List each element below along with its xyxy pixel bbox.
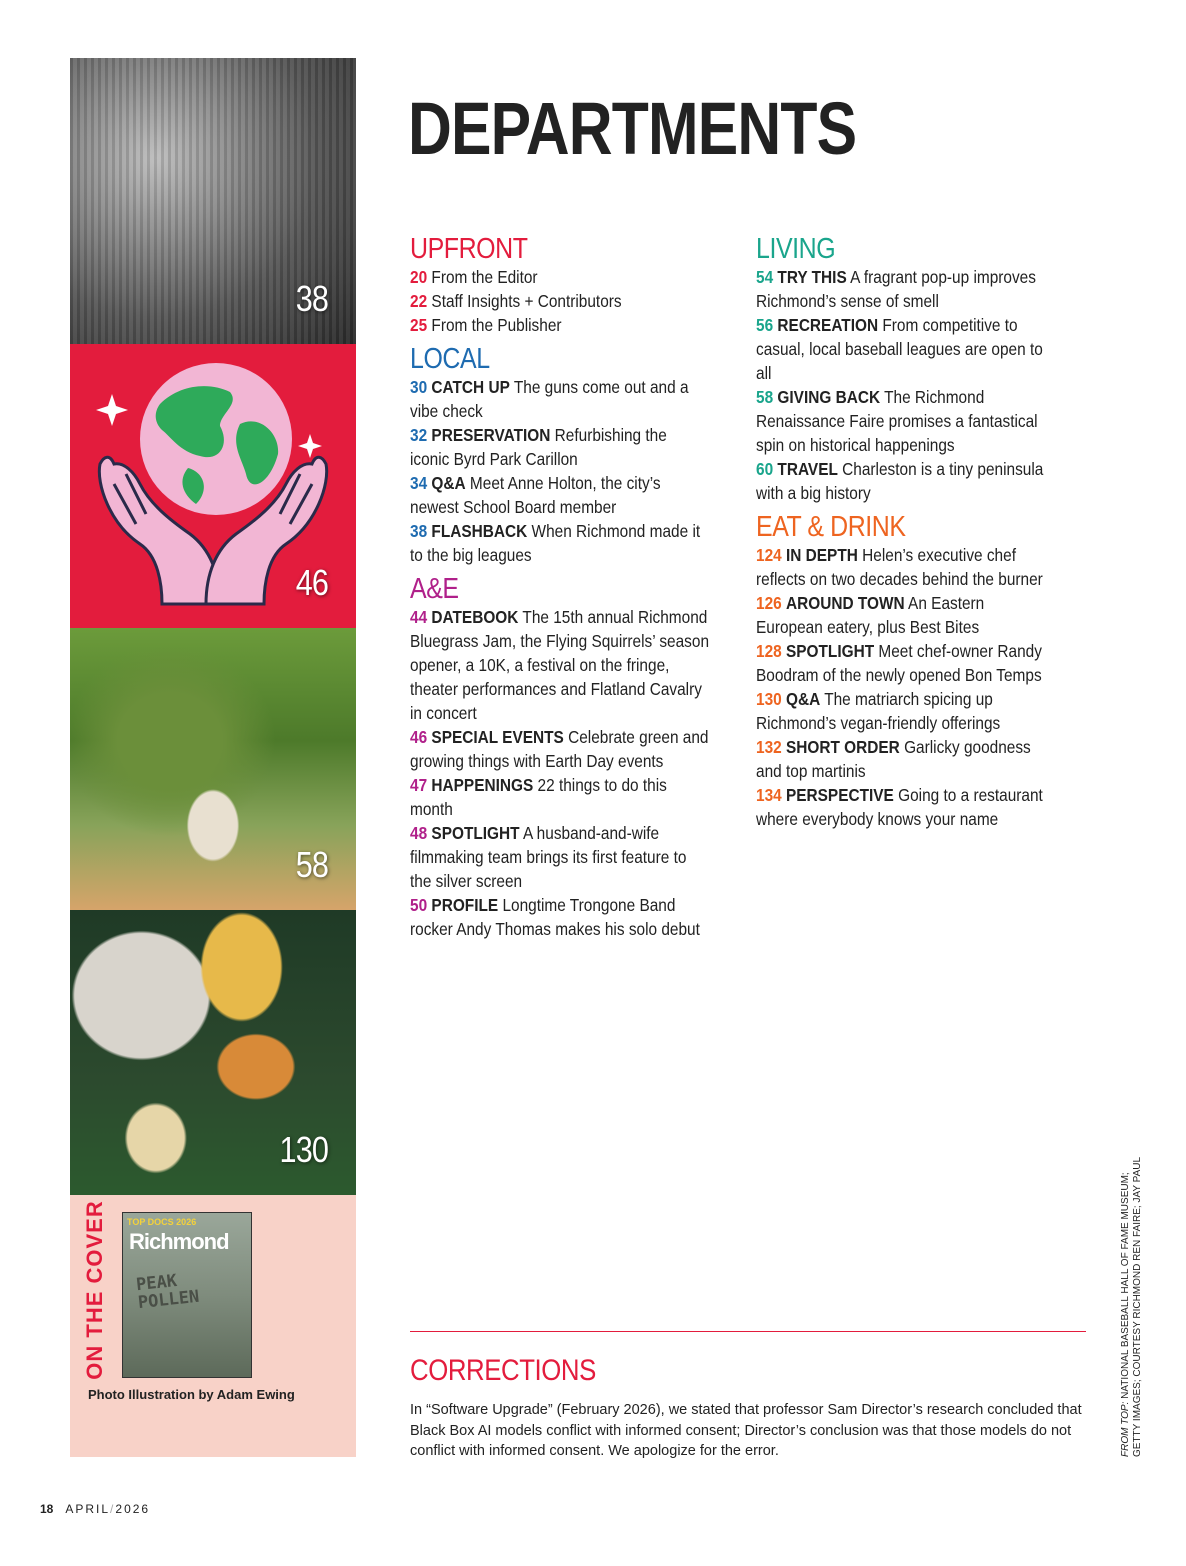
toc-left-column xyxy=(410,233,710,941)
toc-keyword: FLASHBACK xyxy=(431,521,528,541)
photo-credit xyxy=(1117,1145,1147,1457)
toc-entry[interactable] xyxy=(756,687,1055,735)
toc-entry[interactable] xyxy=(410,773,709,821)
toc-description: The 15th annual Richmond Bluegrass Jam, the Flying Squirrels’ season opener, a 10K, a festival on the fringe, theater performances and Flatland Cavalry in concert xyxy=(410,607,710,723)
section-living xyxy=(756,233,1056,505)
toc-page-number: 126 xyxy=(756,593,782,613)
toc-keyword: IN DEPTH xyxy=(785,545,858,565)
toc-keyword: HAPPENINGS xyxy=(431,775,534,795)
cover-thumb-top: TOP DOCS 2026 xyxy=(127,1217,197,1227)
toc-description: Charleston is a tiny peninsula with a big history xyxy=(756,459,1044,503)
toc-entry[interactable] xyxy=(410,375,709,423)
toc-keyword: Q&A xyxy=(785,689,821,709)
toc-page-number: 48 xyxy=(410,823,428,843)
corrections-divider xyxy=(410,1331,1086,1332)
food-spread-photo[interactable] xyxy=(70,910,356,1195)
toc-description: The matriarch spicing up Richmond’s vegan-friendly offerings xyxy=(756,689,1001,733)
toc-description: A husband-and-wife filmmaking team brings its first feature to the silver screen xyxy=(410,823,687,891)
toc-page-number: 50 xyxy=(410,895,428,915)
section-heading: LOCAL xyxy=(410,343,490,375)
toc-entry[interactable] xyxy=(410,605,709,725)
toc-page-number: 56 xyxy=(756,315,774,335)
toc-page-number: 60 xyxy=(756,459,774,479)
toc-entry[interactable] xyxy=(410,519,709,567)
toc-description: Helen’s executive chef reflects on two decades behind the burner xyxy=(756,545,1043,589)
toc-keyword: PRESERVATION xyxy=(431,425,551,445)
section-upfront xyxy=(410,233,710,337)
toc-entry[interactable] xyxy=(756,735,1055,783)
toc-description: Meet chef-owner Randy Boodram of the newly opened Bon Temps xyxy=(756,641,1042,685)
toc-description: Going to a restaurant where everybody knows your name xyxy=(756,785,1043,829)
toc-description: From the Editor xyxy=(431,267,538,287)
toc-page-number: 30 xyxy=(410,377,428,397)
toc-page-number: 34 xyxy=(410,473,428,493)
toc-keyword: TRY THIS xyxy=(777,267,847,287)
section-eat-drink xyxy=(756,511,1056,831)
toc-page-number: 44 xyxy=(410,607,428,627)
toc-entry[interactable] xyxy=(410,423,709,471)
toc-page-number: 130 xyxy=(756,689,782,709)
toc-page-number: 38 xyxy=(410,521,428,541)
toc-page-number: 47 xyxy=(410,775,428,795)
toc-description: A fragrant pop-up improves Richmond’s sense of smell xyxy=(756,267,1036,311)
cover-thumbnail[interactable] xyxy=(122,1212,252,1378)
toc-keyword: CATCH UP xyxy=(431,377,510,397)
issue-slash: / xyxy=(110,1502,116,1516)
toc-keyword: PERSPECTIVE xyxy=(785,785,894,805)
renaissance-faire-photo[interactable] xyxy=(70,628,356,910)
toc-page-number: 132 xyxy=(756,737,782,757)
page-footer xyxy=(40,1502,150,1516)
on-the-cover-label: ON THE COVER xyxy=(82,1200,107,1380)
toc-entry[interactable] xyxy=(410,893,709,941)
toc-page-number: 32 xyxy=(410,425,428,445)
toc-description: Longtime Trongone Band rocker Andy Thomas makes his solo debut xyxy=(410,895,700,939)
section-heading: EAT & DRINK xyxy=(756,511,906,543)
toc-entry[interactable] xyxy=(410,265,709,289)
toc-entry[interactable] xyxy=(756,313,1055,385)
toc-description: Garlicky goodness and top martinis xyxy=(756,737,1031,781)
toc-entry[interactable] xyxy=(756,543,1055,591)
corrections-body: In “Software Upgrade” (February 2026), we stated that professor Sam Director’s research concluded that Black Box AI models conflict with informed consent; Director’s conclusion was that those models do not conflict with informed consent. We apologize for the error. xyxy=(410,1402,1082,1459)
toc-keyword: GIVING BACK xyxy=(777,387,881,407)
toc-keyword: AROUND TOWN xyxy=(785,593,905,613)
photo-page-number: 38 xyxy=(295,278,328,319)
toc-page-number: 124 xyxy=(756,545,782,565)
section-heading: UPFRONT xyxy=(410,233,528,265)
on-the-cover-box xyxy=(70,1195,356,1457)
toc-page-number: 20 xyxy=(410,267,428,287)
toc-description: 22 things to do this month xyxy=(410,775,667,819)
toc-entry[interactable] xyxy=(756,265,1055,313)
toc-entry[interactable] xyxy=(410,471,709,519)
toc-entry[interactable] xyxy=(410,289,709,313)
toc-keyword: SPECIAL EVENTS xyxy=(431,727,564,747)
toc-description: Celebrate green and growing things with Earth Day events xyxy=(410,727,709,771)
toc-page-number: 128 xyxy=(756,641,782,661)
earth-in-hands-illustration[interactable] xyxy=(70,344,356,628)
toc-entry[interactable] xyxy=(756,783,1055,831)
toc-description: Staff Insights + Contributors xyxy=(431,291,622,311)
photo-page-number: 58 xyxy=(295,844,328,885)
toc-description: The Richmond Renaissance Faire promises a fantastical spin on historical happenings xyxy=(756,387,1038,455)
toc-description: From competitive to casual, local baseball leagues are open to all xyxy=(756,315,1043,383)
cover-thumb-title: Richmond xyxy=(129,1229,229,1254)
toc-entry[interactable] xyxy=(756,385,1055,457)
section-ae xyxy=(410,573,710,941)
toc-entry[interactable] xyxy=(410,821,709,893)
corrections-heading: CORRECTIONS xyxy=(410,1354,596,1387)
toc-entry[interactable] xyxy=(410,313,709,337)
toc-description: From the Publisher xyxy=(431,315,562,335)
toc-keyword: RECREATION xyxy=(777,315,879,335)
toc-entry[interactable] xyxy=(756,591,1055,639)
issue-month: APRIL xyxy=(65,1502,111,1516)
toc-right-column xyxy=(756,233,1056,831)
toc-keyword: PROFILE xyxy=(431,895,499,915)
toc-keyword: SPOTLIGHT xyxy=(785,641,875,661)
toc-description: Refurbishing the iconic Byrd Park Carillon xyxy=(410,425,667,469)
photo-credit-lead: FROM TOP: xyxy=(1120,1401,1131,1457)
toc-description: When Richmond made it to the big leagues xyxy=(410,521,701,565)
toc-keyword: Q&A xyxy=(431,473,466,493)
toc-page-number: 58 xyxy=(756,387,774,407)
cover-thumb-peak: PEAK POLLEN xyxy=(135,1271,201,1314)
page-title: DEPARTMENTS xyxy=(408,87,857,170)
photo-column xyxy=(70,58,356,1195)
page-number: 18 xyxy=(40,1502,54,1516)
issue-year: 2026 xyxy=(115,1502,151,1516)
toc-page-number: 54 xyxy=(756,267,774,287)
toc-page-number: 46 xyxy=(410,727,428,747)
toc-keyword: TRAVEL xyxy=(777,459,838,479)
toc-page-number: 134 xyxy=(756,785,782,805)
toc-description: An Eastern European eatery, plus Best Bites xyxy=(756,593,985,637)
photo-page-number: 130 xyxy=(279,1129,328,1170)
toc-entry[interactable] xyxy=(756,457,1055,505)
baseball-team-photo[interactable] xyxy=(70,58,356,344)
toc-keyword: SHORT ORDER xyxy=(785,737,900,757)
section-local xyxy=(410,343,710,567)
toc-entry[interactable] xyxy=(756,639,1055,687)
section-heading: A&E xyxy=(410,573,459,605)
photo-page-number: 46 xyxy=(295,562,328,603)
cover-credit: Photo Illustration by Adam Ewing xyxy=(88,1387,295,1402)
toc-keyword: DATEBOOK xyxy=(431,607,519,627)
toc-page-number: 25 xyxy=(410,315,428,335)
toc-description: The guns come out and a vibe check xyxy=(410,377,689,421)
photo-credit-text: NATIONAL BASEBALL HALL OF FAME MUSEUM; GETTY IMAGES; COURTESY RICHMOND REN FAIRE; JAY PAUL xyxy=(1120,1156,1143,1457)
toc-description: Meet Anne Holton, the city’s newest School Board member xyxy=(410,473,661,517)
toc-entry[interactable] xyxy=(410,725,709,773)
toc-keyword: SPOTLIGHT xyxy=(431,823,520,843)
section-heading: LIVING xyxy=(756,233,836,265)
toc-page-number: 22 xyxy=(410,291,428,311)
